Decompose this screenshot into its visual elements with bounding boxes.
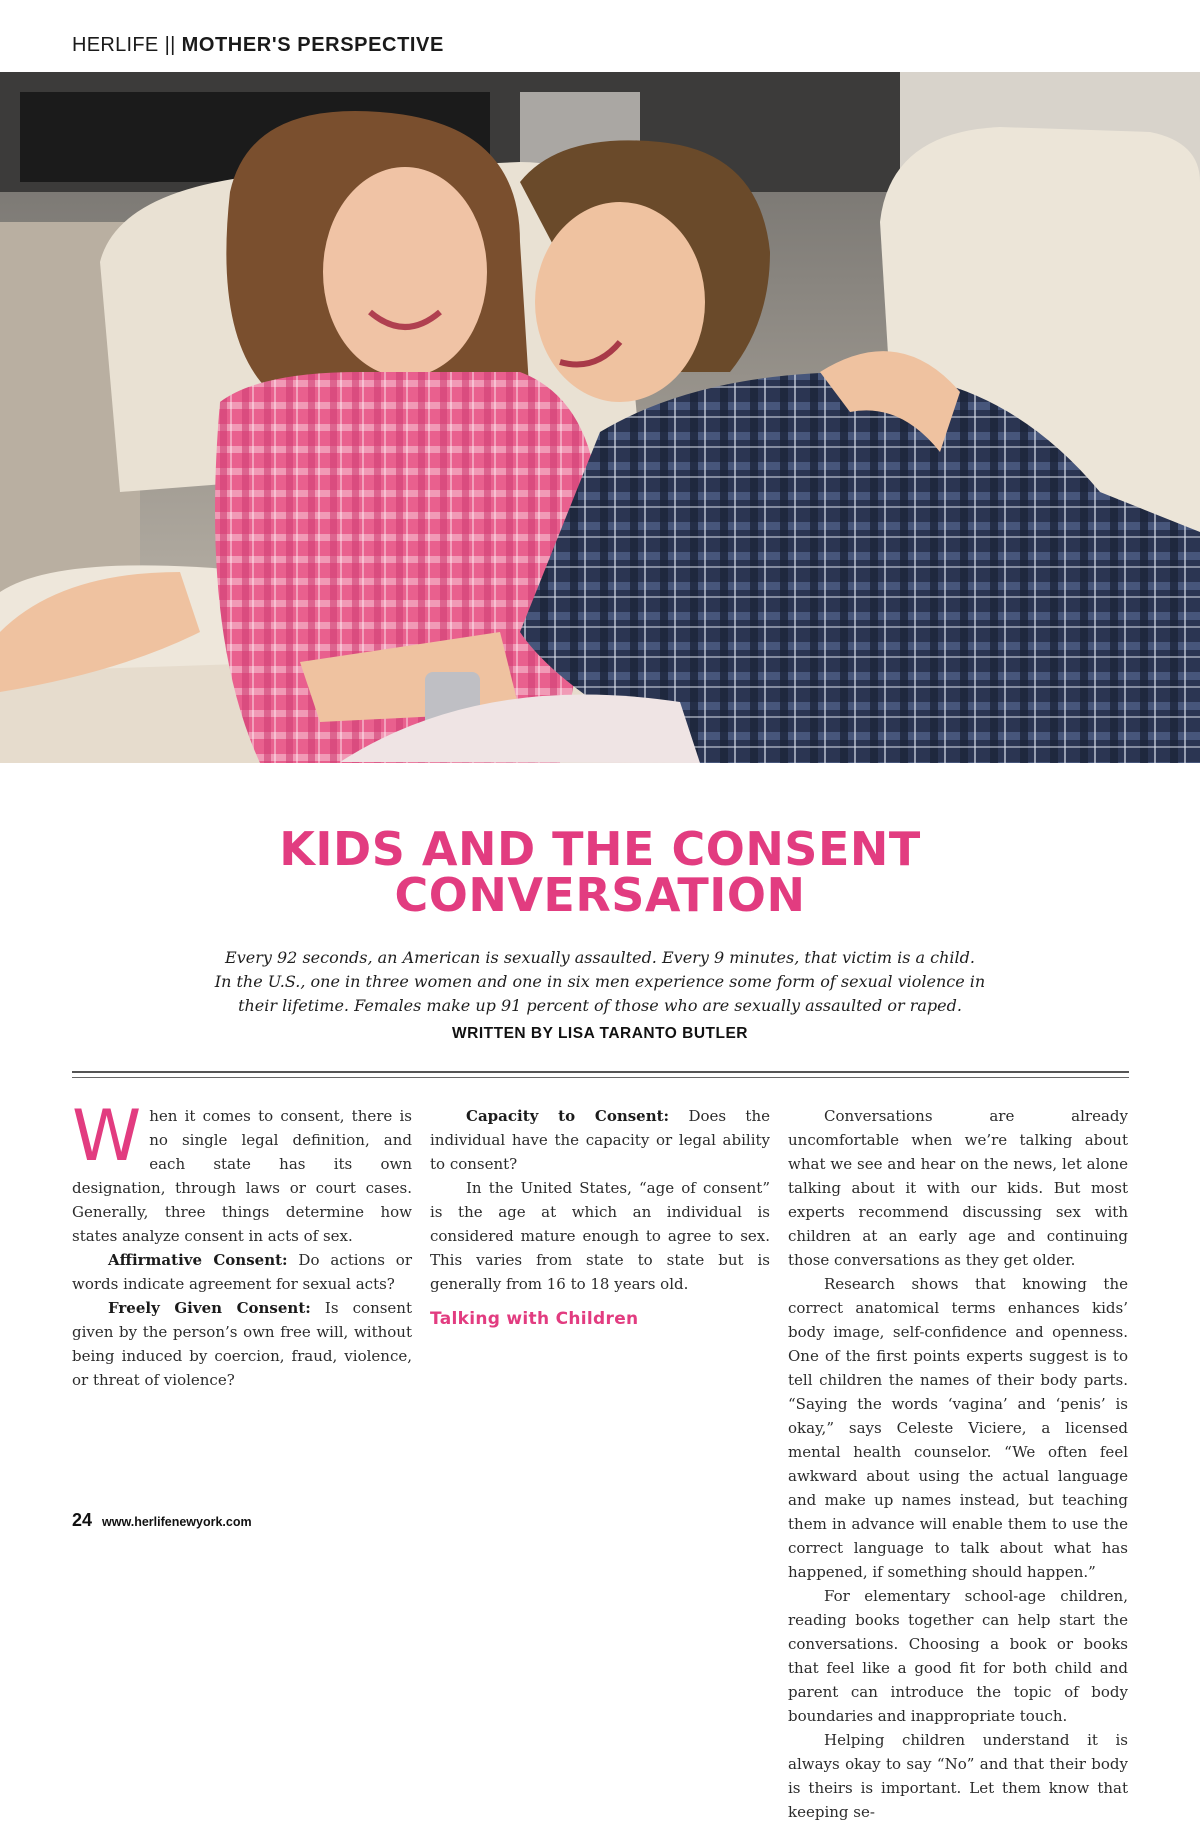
headline-line-2: CONVERSATION (394, 868, 806, 922)
article-dek (200, 946, 1000, 1018)
article-headline (100, 822, 1100, 922)
byline: WRITTEN BY LISA TARANTO BUTLER (452, 1025, 748, 1042)
research-paragraph: Research shows that knowing the correct anatomical terms enhances kids’ body image, self-confidence and openness. One of the first points experts suggest is to tell children the names of their body parts. “Saying the words ‘vagina’ and ‘penis’ is okay,” says Celeste Viciere, a licensed mental health counselor. “We often feel awkward about using the actual language and make up names instead, but teaching them in advance will enable them to use the correct language to talk about what has happened, if something should happen.” (788, 1275, 1128, 1581)
books-paragraph: For elementary school-age children, reading books together can help start the conversations. Choosing a book or books that feel like a good fit for both child and parent can introduce the topic of body boundaries and inappropriate touch. (788, 1587, 1128, 1725)
header-separator: || (164, 34, 176, 56)
brand-label: HERLIFE (72, 34, 159, 56)
term-text: Does the individual have the capacity or legal ability to consent? (430, 1107, 770, 1173)
term-text: Is consent given by the person’s own free will, without being induced by coercion, fraud, violence, or threat of violence? (72, 1299, 412, 1389)
headline-line-1: KIDS AND THE CONSENT (279, 822, 921, 876)
divider-rule-thin (72, 1077, 1129, 1078)
term-affirmative (72, 1248, 412, 1296)
drop-cap: W (72, 1095, 142, 1177)
website-link[interactable]: www.herlifenewyork.com (102, 1515, 252, 1529)
term-label: Capacity to Consent: (466, 1107, 670, 1125)
term-text: Do actions or words indicate agreement for sexual acts? (72, 1251, 412, 1293)
say-no-paragraph: Helping children understand it is always okay to say “No” and that their body is theirs is important. Let them know that keeping se- (788, 1731, 1128, 1821)
term-label: Affirmative Consent: (108, 1251, 288, 1269)
page-footer (72, 1510, 252, 1531)
intro-text: hen it comes to consent, there is no single legal definition, and each state has its own designation, through laws or court cases. Generally, three things determine how states analyze consent in acts of sex. (72, 1107, 412, 1245)
section-header (72, 34, 444, 57)
column-3 (788, 1104, 1128, 1824)
section-label: MOTHER'S PERSPECTIVE (181, 34, 444, 56)
column-1 (72, 1095, 412, 1392)
dek-line-1: Every 92 seconds, an American is sexually assaulted. Every 9 minutes, that victim is a child. (225, 948, 975, 967)
age-paragraph-text: In the United States, “age of consent” is the age at which an individual is considered mature enough to agree to sex. This varies from state to state but is generally from 16 to 18 years old. (430, 1179, 770, 1293)
dek-line-3: their lifetime. Females make up 91 percent of those who are sexually assaulted or raped. (238, 996, 962, 1015)
intro-paragraph (72, 1095, 412, 1248)
hero-photo (0, 72, 1200, 763)
term-label: Freely Given Consent: (108, 1299, 311, 1317)
term-freely-given (72, 1296, 412, 1392)
age-of-consent-paragraph (430, 1176, 770, 1296)
subhead-talking-with-children: Talking with Children (430, 1309, 639, 1329)
column-2 (430, 1104, 770, 1336)
dek-line-2: In the U.S., one in three women and one in six men experience some form of sexual violence in (214, 972, 986, 991)
conversations-paragraph: Conversations are already uncomfortable when we’re talking about what we see and hear on the news, let alone talking about it with our kids. But most experts recommend discussing sex with children at an early age and continuing those conversations as they get older. (788, 1107, 1128, 1269)
page-number: 24 (72, 1510, 93, 1530)
divider-rule (72, 1071, 1129, 1073)
term-capacity (430, 1104, 770, 1176)
